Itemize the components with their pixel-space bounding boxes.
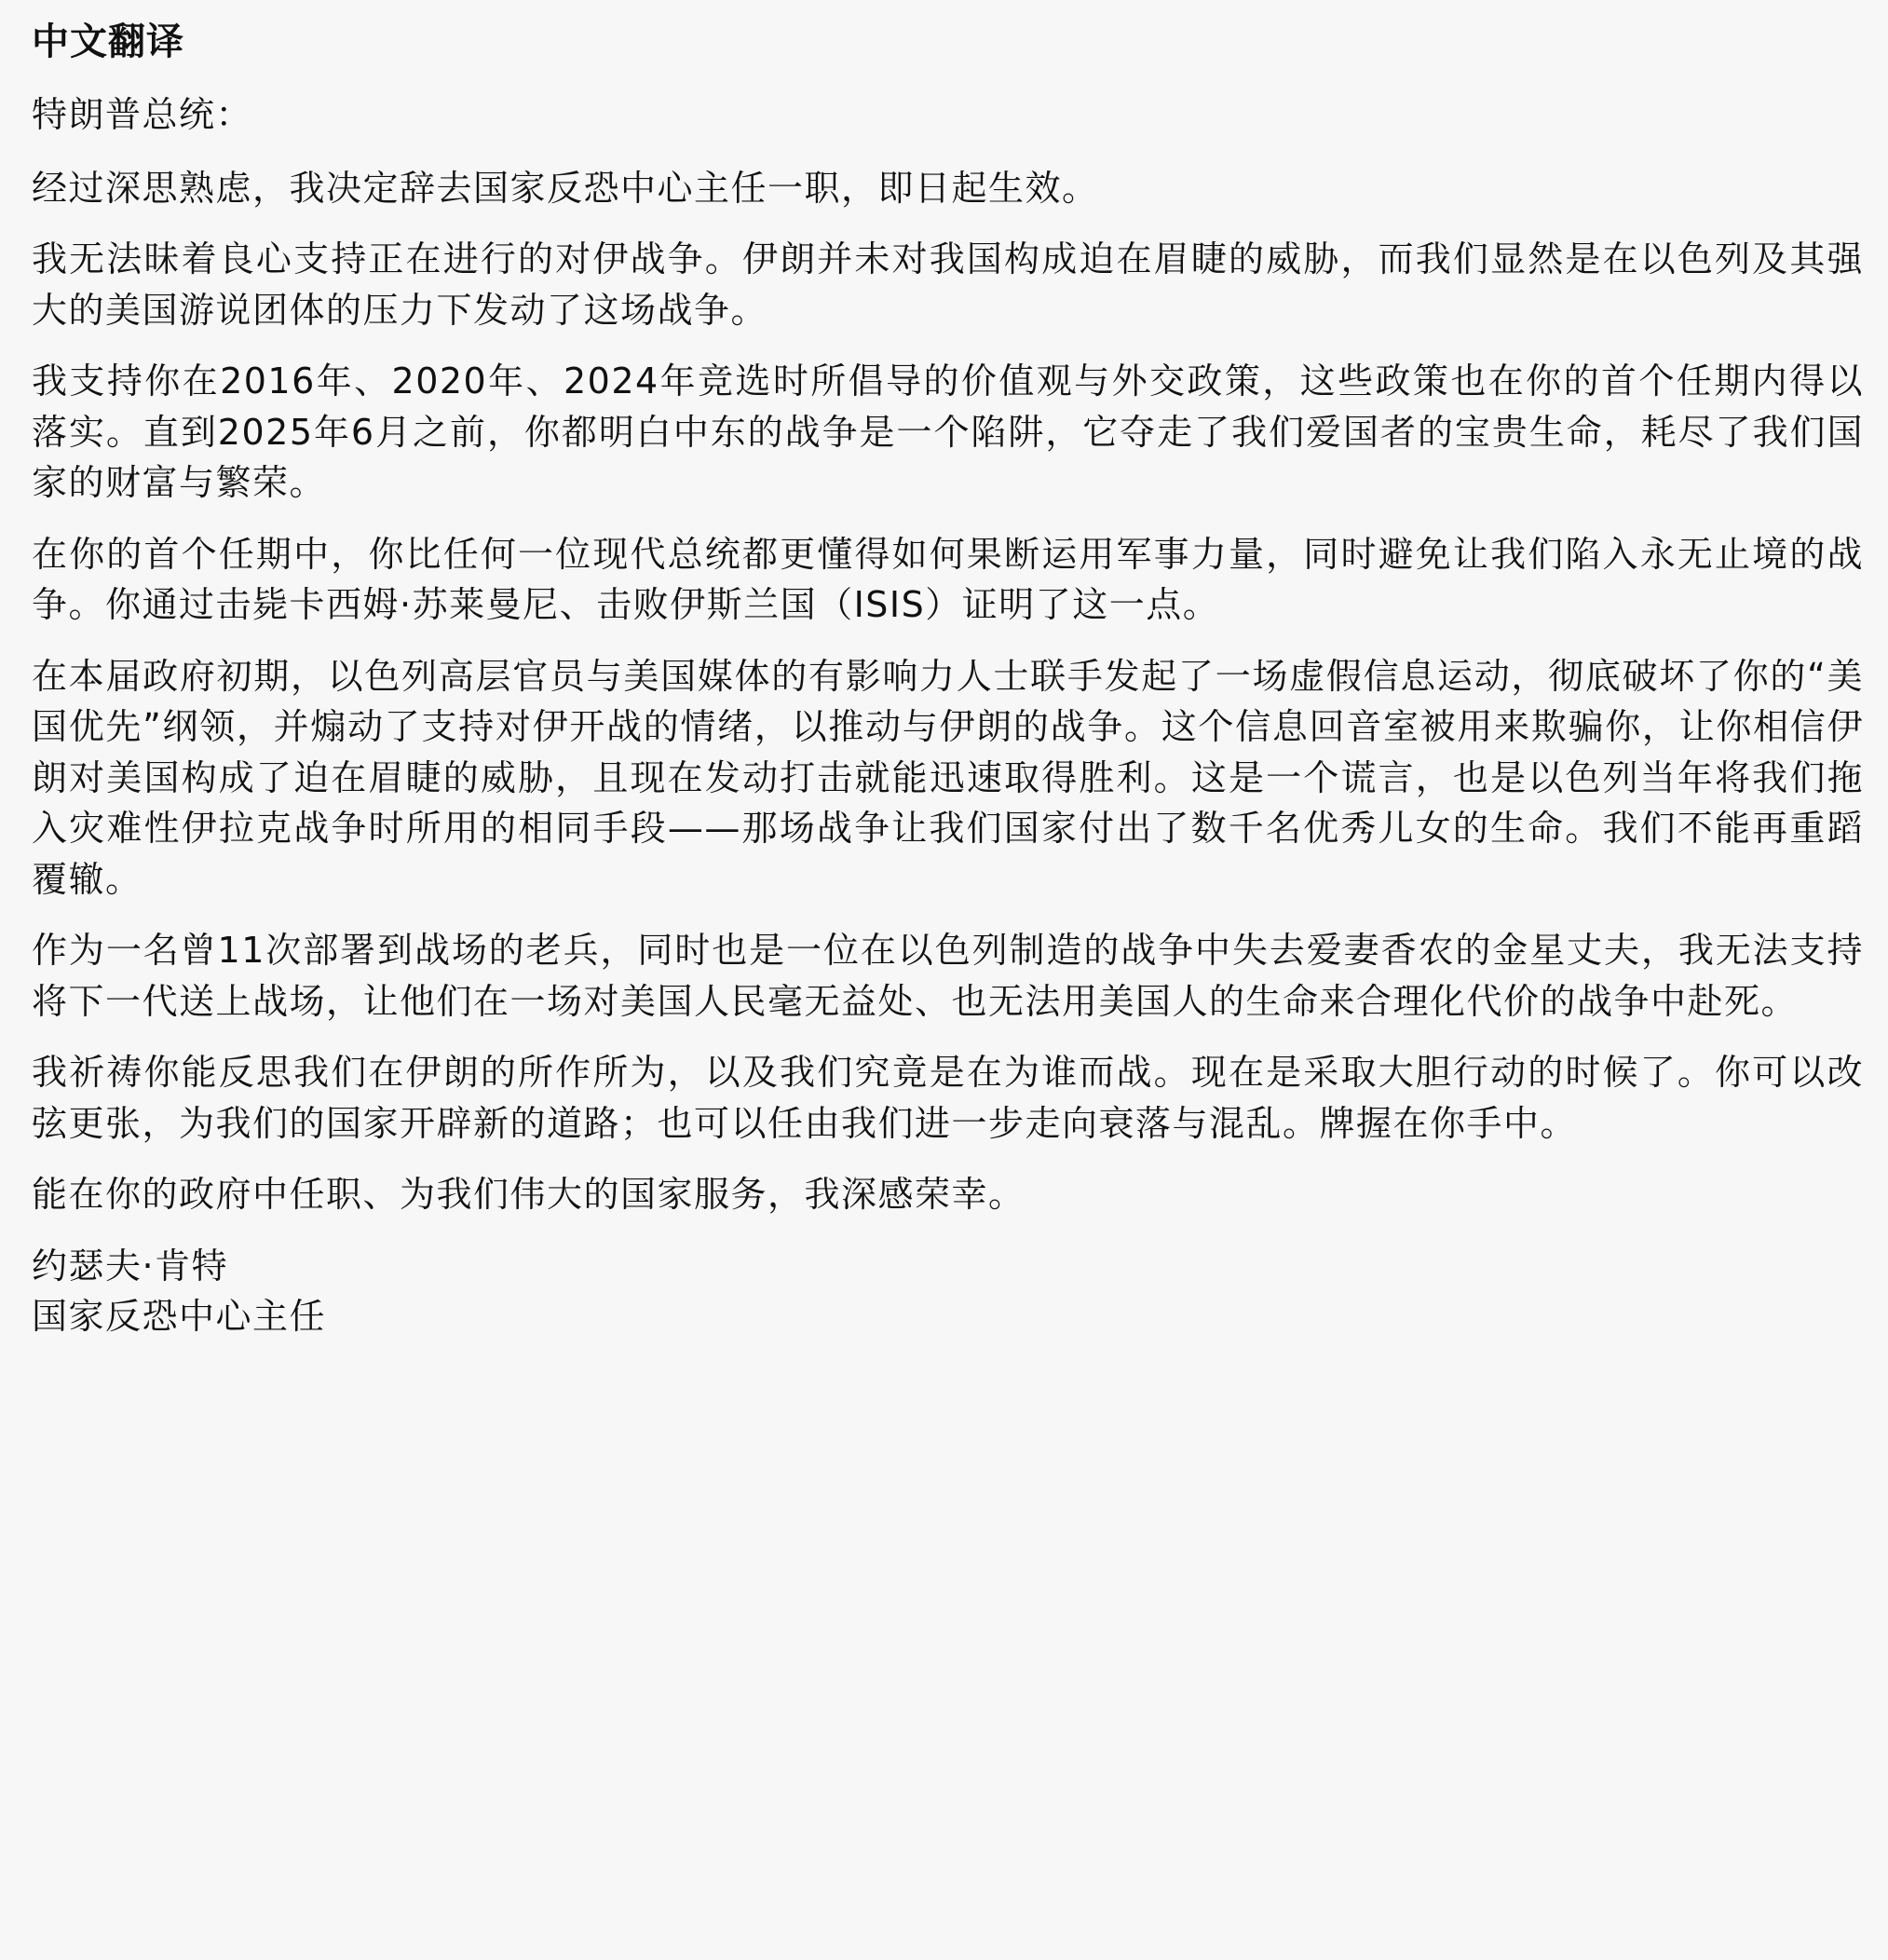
paragraph-disinformation: 在本届政府初期，以色列高层官员与美国媒体的有影响力人士联手发起了一场虚假信息运动，彻底破坏了你的“美国优先”纲领，并煽动了支持对伊开战的情绪，以推动与伊朗的战争。这个信息回音室被用来欺骗你，让你相信伊朗对美国构成了迫在眉睫的威胁，且现在发动打击就能迅速取得胜利。这是一个谎言，也是以色列当年将我们拖入灾难性伊拉克战争时所用的相同手段——那场战争让我们国家付出了数千名优秀儿女的生命。我们不能再重蹈覆辙。 (32, 655, 1864, 900)
paragraph-honor: 能在你的政府中任职、为我们伟大的国家服务，我深感荣幸。 (32, 1174, 1025, 1215)
salutation: 特朗普总统： (32, 94, 253, 135)
paragraph-conscience: 我无法昧着良心支持正在进行的对伊战争。伊朗并未对我国构成迫在眉睫的威胁，而我们显然是在以色列及其强大的美国游说团体的压力下发动了这场战争。 (32, 238, 1864, 331)
paragraph-resignation: 经过深思熟虑，我决定辞去国家反恐中心主任一职，即日起生效。 (32, 167, 1099, 209)
signature-name: 约瑟夫·肯特 (32, 1245, 229, 1286)
paragraph-first-term: 在你的首个任期中，你比任何一位现代总统都更懂得如何果断运用军事力量，同时避免让我们陷入永无止境的战争。你通过击毙卡西姆·苏莱曼尼、击败伊斯兰国（ISIS）证明了这一点。 (32, 533, 1864, 625)
paragraph-veteran: 作为一名曾11次部署到战场的老兵，同时也是一位在以色列制造的战争中失去爱妻香农的金星丈夫，我无法支持将下一代送上战场，让他们在一场对美国人民毫无益处、也无法用美国人的生命来合理化代价的战争中赴死。 (32, 930, 1864, 1022)
signature-position: 国家反恐中心主任 (32, 1296, 327, 1337)
paragraph-support-policies: 我支持你在2016年、2020年、2024年竞选时所倡导的价值观与外交政策，这些政策也在你的首个任期内得以落实。直到2025年6月之前，你都明白中东的战争是一个陷阱，它夺走了我们爱国者的宝贵生命，耗尽了我们国家的财富与繁荣。 (32, 361, 1864, 503)
paragraph-prayer: 我祈祷你能反思我们在伊朗的所作所为，以及我们究竟是在为谁而战。现在是采取大胆行动的时候了。你可以改弦更张，为我们的国家开辟新的道路；也可以任由我们进一步走向衰落与混乱。牌握在你手中。 (32, 1052, 1864, 1144)
document-title: 中文翻译 (32, 20, 184, 63)
signature-block (32, 1241, 1864, 1342)
